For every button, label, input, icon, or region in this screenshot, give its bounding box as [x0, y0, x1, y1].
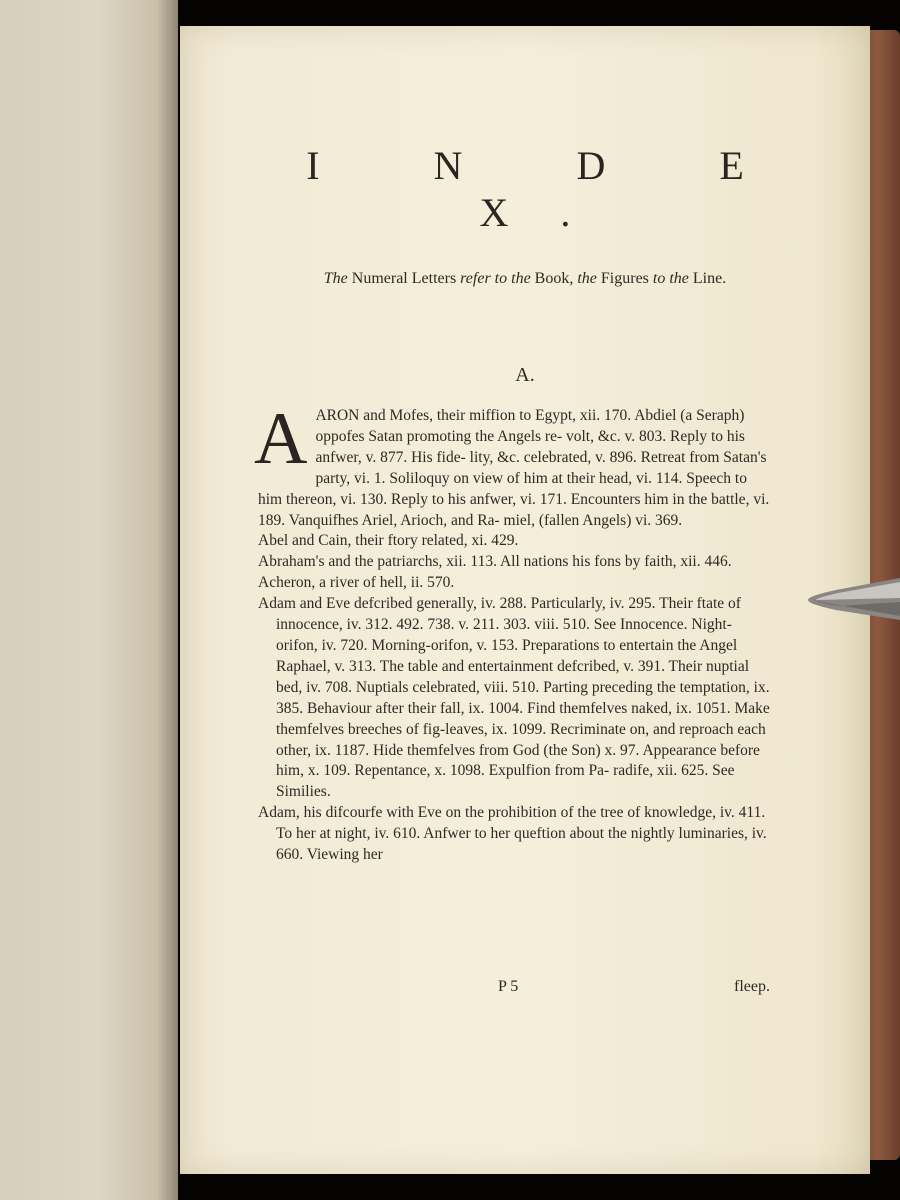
- index-entry: [258, 552, 770, 573]
- section-heading: A.: [515, 364, 535, 386]
- index-subtitle: [180, 270, 870, 288]
- entry-line: Abraham's and the patriarchs, xii. 113. All nations his fons by: [258, 553, 641, 571]
- entry-line: Find themfelves naked, ix. 1051. Make themfelves breeches of: [276, 699, 770, 738]
- entry-line: queftion about the nightly luminaries, iv. 660. Viewing her: [276, 825, 767, 864]
- page-title: I N D E X.: [306, 143, 796, 235]
- entry-line: v. 153. Preparations to entertain the Angel Raphael, v. 313.: [276, 636, 738, 675]
- entry-line: lity, &c. celebrated, v. 896. Retreat from Satan's party, vi. 1.: [315, 448, 767, 487]
- entry-line: fig-leaves, ix. 1099. Recriminate on, and reproach each other, ix.: [276, 720, 766, 759]
- entry-line: miel, (fallen Angels) vi. 369.: [503, 511, 683, 529]
- entry-line: Their ftate of innocence, iv. 312. 492. 738. v. 211. 303. viii.: [276, 595, 741, 634]
- signature-mark: P 5: [498, 978, 519, 995]
- catchword: fleep.: [734, 978, 770, 995]
- entry-line: ARON and Mofes, their miffion to Egypt, xii. 170.: [315, 407, 632, 424]
- entry-line: 1187. Hide themfelves from God (the Son) x. 97. Appearance: [334, 741, 717, 759]
- subtitle-word: Figures: [600, 270, 649, 287]
- index-entry: [258, 594, 770, 803]
- entry-line: knowledge, iv. 411. To her at night, iv. 610. Anfwer to her: [276, 804, 766, 843]
- entry-line: Acheron, a river of hell, ii. 570.: [258, 574, 455, 592]
- subtitle-word: to the: [652, 270, 689, 287]
- subtitle-word: the: [577, 270, 597, 287]
- entry-line: him in the battle, vi. 189. Vanquifhes Ariel, Arioch, and Ra-: [258, 490, 770, 529]
- entry-line: The table and entertainment defcribed, v. 391. Their nuptial: [379, 657, 750, 675]
- entry-line: radife, xii. 625. See Similies.: [276, 762, 735, 801]
- drop-cap: A: [254, 398, 308, 480]
- entry-line: bed, iv. 708. Nuptials celebrated, viii. 510. Parting preceding: [276, 678, 653, 696]
- entry-line: volt, &c. v. 803. Reply to his anfwer, v. 877. His fide-: [315, 427, 745, 466]
- facing-page: [0, 0, 178, 1200]
- entry-line: Abel and Cain, their ftory related, xi. 429.: [258, 532, 519, 550]
- subtitle-word: The: [323, 270, 348, 287]
- entry-line: the temptation, ix. 385. Behaviour after their fall, ix. 1004.: [276, 678, 770, 717]
- index-entry: [258, 803, 770, 866]
- index-entry: [258, 573, 770, 594]
- entry-line: thereon, vi. 130. Reply to his anfwer, vi. 171. Encounters: [286, 490, 641, 508]
- entry-line: Adam and Eve defcribed generally, iv. 288. Particularly, iv. 295.: [258, 595, 656, 613]
- index-entry: [254, 398, 770, 531]
- entry-line: 510. See Innocence. Night-orifon, iv. 720. Morning-orifon,: [276, 616, 732, 654]
- subtitle-word: Book,: [534, 270, 574, 287]
- metal-pointer: [806, 572, 900, 622]
- subtitle-word: refer to the: [460, 270, 531, 287]
- index-entry: [258, 531, 770, 552]
- subtitle-word: Numeral Letters: [351, 270, 457, 287]
- subtitle-word: Line.: [692, 270, 727, 287]
- entry-line: Adam, his difcourfe with Eve on the prohibition of the tree of: [258, 804, 641, 822]
- entry-line: before him, x. 109. Repentance, x. 1098. Expulfion from Pa-: [276, 741, 760, 780]
- entry-line: Soliloquy on view of him at their head, vi. 114. Speech to him: [258, 469, 747, 508]
- index-entries: [254, 398, 770, 866]
- entry-line: Abdiel (a Seraph) oppofes Satan promoting the Angels re-: [315, 407, 745, 445]
- entry-line: faith, xii. 446.: [644, 553, 732, 571]
- index-page: [180, 26, 870, 1174]
